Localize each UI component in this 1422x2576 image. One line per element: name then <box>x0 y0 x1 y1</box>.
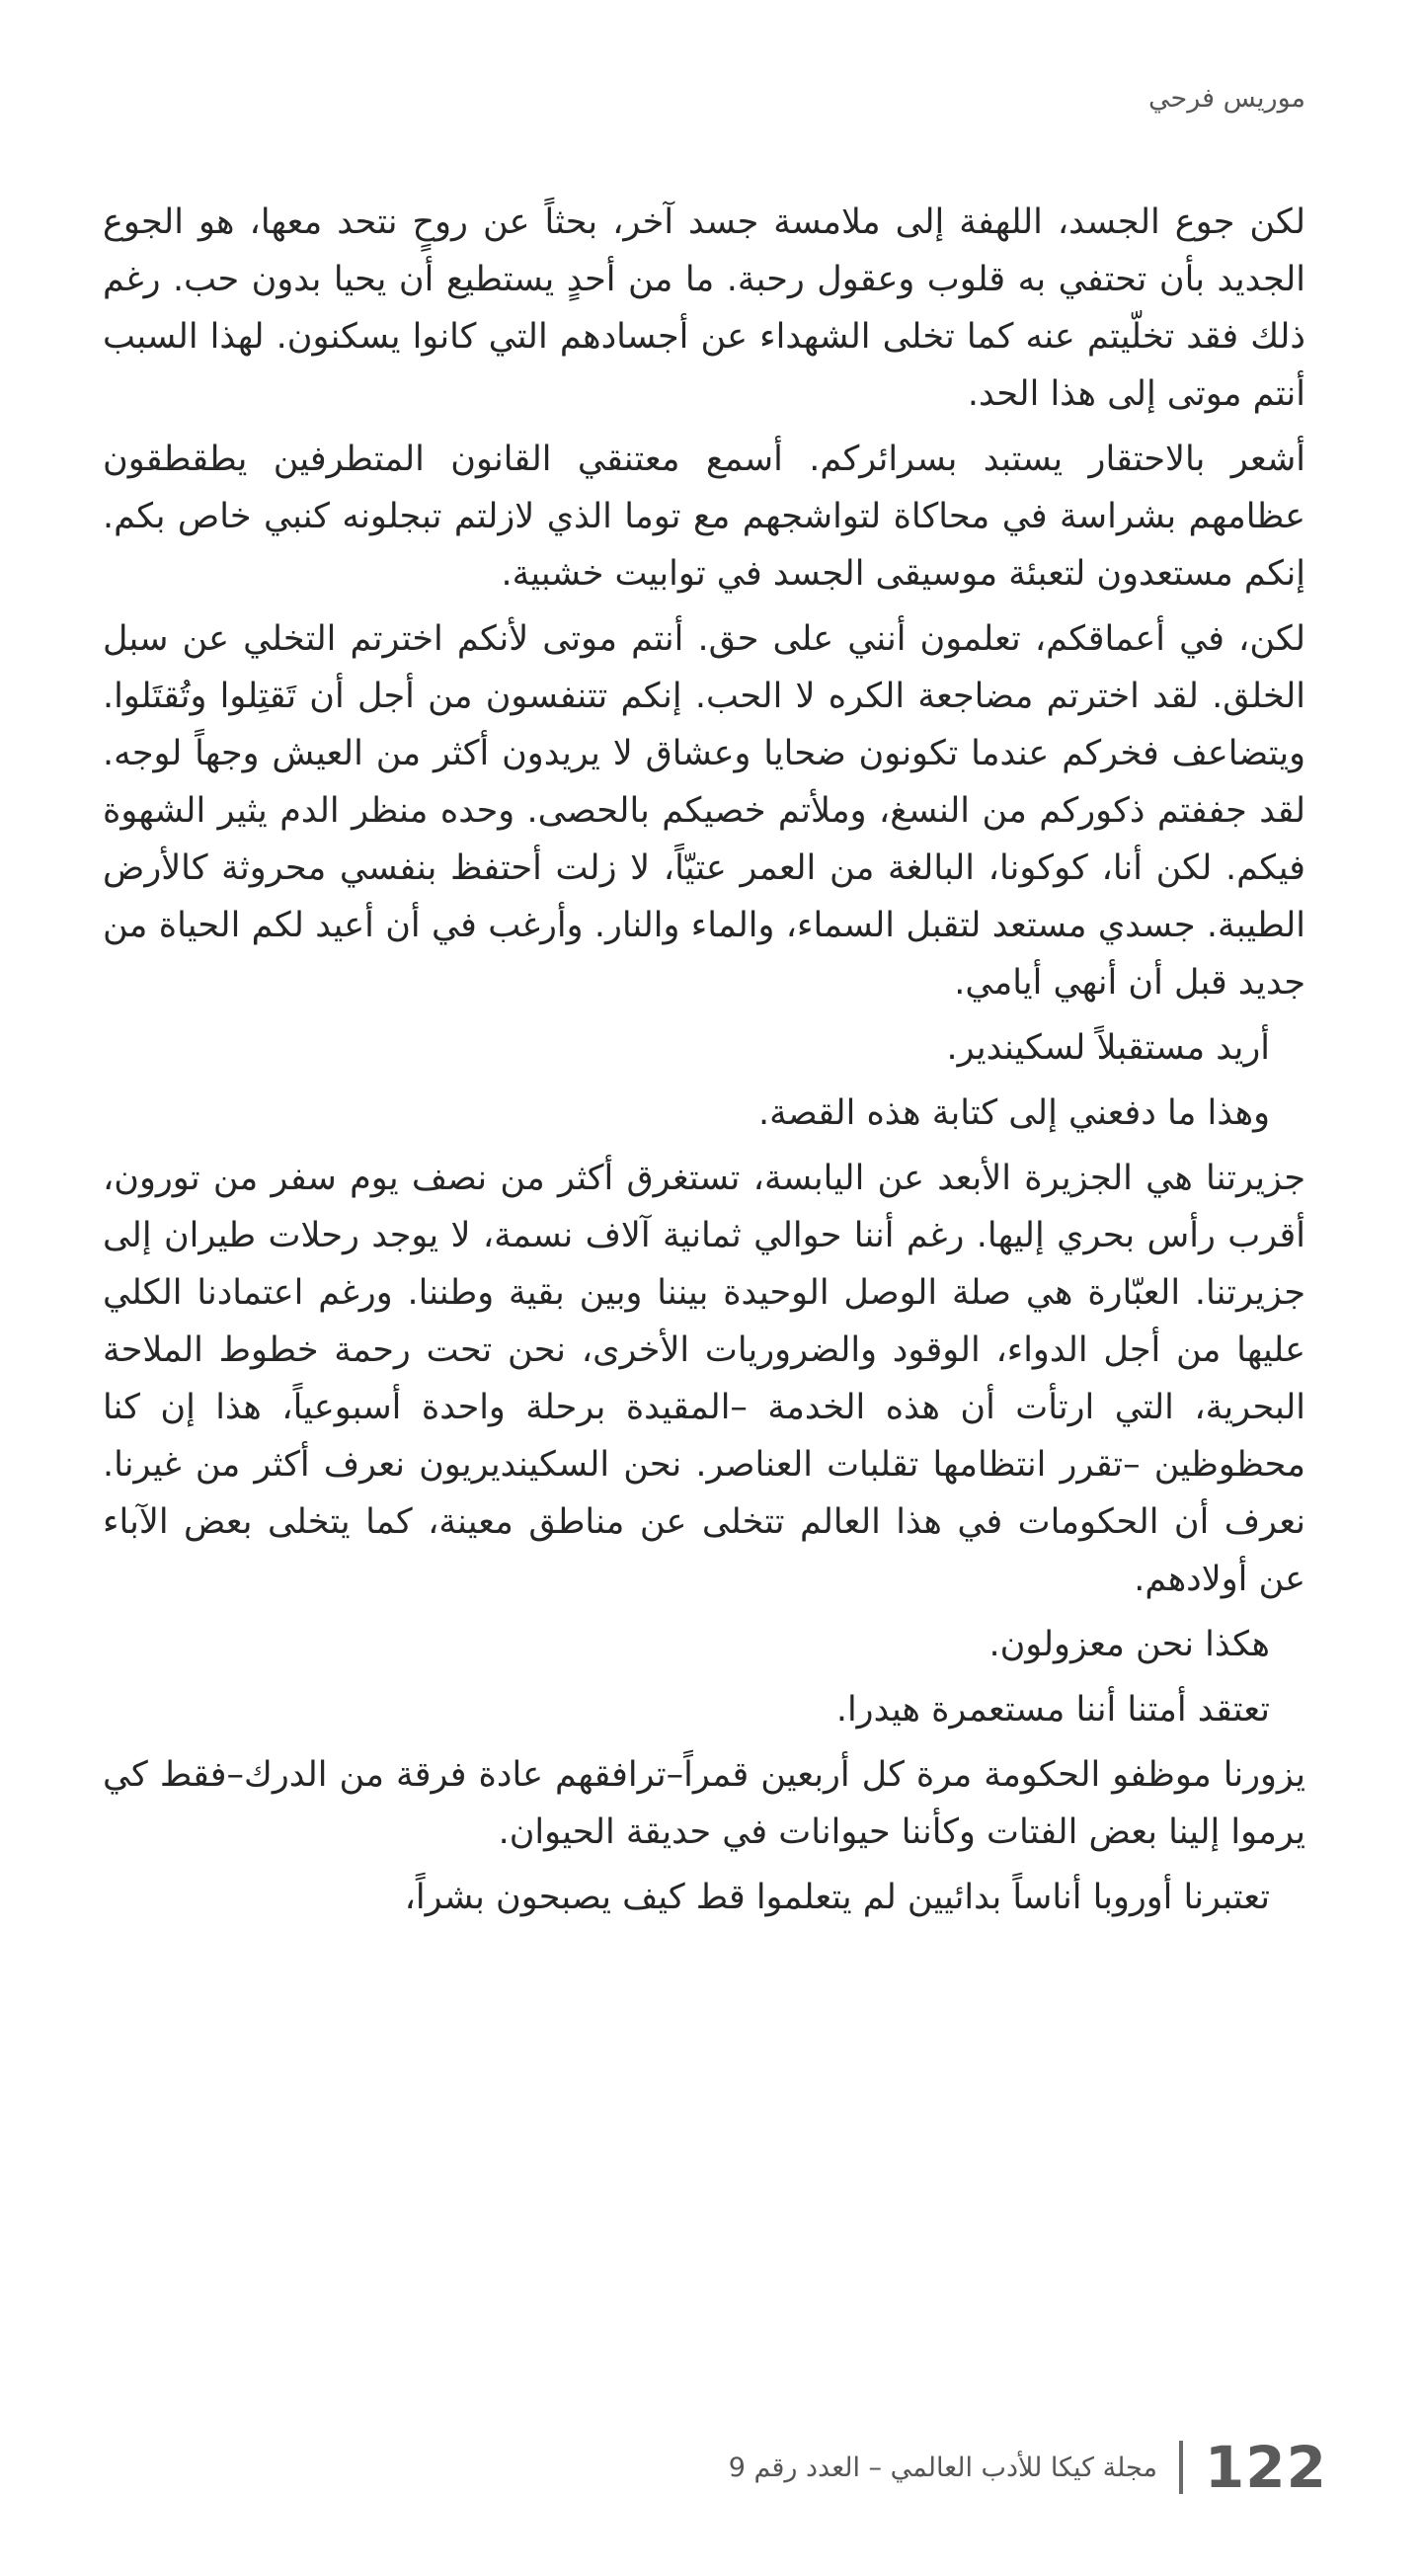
footer-divider <box>1179 2441 1183 2494</box>
paragraph: أريد مستقبلاً لسكيندير. <box>946 1028 1270 1068</box>
paragraph: لكن، في أعماقكم، تعلمون أنني على حق. أنتم موتى لأنكم اخترتم التخلي عن سبل الخلق. لقد اخترتم مضاجعة الكره لا الحب. إنكم تتنفسون من أجل أن تَقتِلوا وتُقتَلوا. ويتضاعف فخركم عندما تكونون ضحايا وعشاق لا يريدون أكثر من العيش وجهاً لوجه. لقد جففتم ذكوركم من النسغ، وملأتم خصيكم بالحصى. وحده منظر الدم يثير الشهوة فيكم. لكن أنا، كوكونا، البالغة من العمر عتيّاً، لا زلت أحتفظ بنفسي محروثة كالأرض الطيبة. جسدي مستعد لتقبل السماء، والماء والنار. وأرغب في أن أعيد لكم الحياة من جديد قبل أن أنهي أيامي. <box>103 619 1305 1003</box>
paragraph: تعتقد أمتنا أننا مستعمرة هيدرا. <box>835 1690 1270 1730</box>
paragraph: تعتبرنا أوروبا أناساً بدائيين لم يتعلموا قط كيف يصبحون بشراً، <box>404 1878 1270 1917</box>
page-number: 122 <box>1204 2434 1327 2501</box>
paragraph: هكذا نحن معزولون. <box>988 1625 1270 1664</box>
paragraph: يزورنا موظفو الحكومة مرة كل أربعين قمراً–ترافقهم عادة فرقة من الدرك–فقط كي يرموا إلينا بعض الفتات وكأننا حيوانات في حديقة الحيوان. <box>103 1755 1305 1852</box>
journal-title: مجلة كيكا للأدب العالمي – العدد رقم 9 <box>728 2452 1157 2483</box>
paragraph: وهذا ما دفعني إلى كتابة هذه القصة. <box>757 1093 1270 1133</box>
page-footer <box>729 2434 1327 2501</box>
running-header-author: موريس فرحي <box>1148 83 1305 114</box>
paragraph: أشعر بالاحتقار يستبد بسرائركم. أسمع معتنقي القانون المتطرفين يطقطقون عظامهم بشراسة في محاكاة لتواشجهم مع توما الذي لازلتم تبجلونه كنبي خاص بكم. إنكم مستعدون لتعبئة موسيقى الجسد في توابيت خشبية. <box>103 440 1305 594</box>
article-body <box>103 194 1305 1934</box>
paragraph: لكن جوع الجسد، اللهفة إلى ملامسة جسد آخر، بحثاً عن روحٍ نتحد معها، هو الجوع الجديد بأن تحتفي به قلوب وعقول رحبة. ما من أحدٍ يستطيع أن يحيا بدون حب. رغم ذلك فقد تخلّيتم عنه كما تخلى الشهداء عن أجسادهم التي كانوا يسكنون. لهذا السبب أنتم موتى إلى هذا الحد. <box>103 202 1305 414</box>
paragraph: جزيرتنا هي الجزيرة الأبعد عن اليابسة، تستغرق أكثر من نصف يوم سفر من تورون، أقرب رأس بحري إليها. رغم أننا حوالي ثمانية آلاف نسمة، لا يوجد رحلات طيران إلى جزيرتنا. العبّارة هي صلة الوصل الوحيدة بيننا وبين بقية وطننا. ورغم اعتمادنا الكلي عليها من أجل الدواء، الوقود والضروريات الأخرى، نحن تحت رحمة خطوط الملاحة البحرية، التي ارتأت أن هذه الخدمة –المقيدة برحلة واحدة أسبوعياً، هذا إن كنا محظوظين –تقرر انتظامها تقلبات العناصر. نحن السكينديريون نعرف أكثر من غيرنا. نعرف أن الحكومات في هذا العالم تتخلى عن مناطق معينة، كما يتخلى بعض الآباء عن أولادهم. <box>103 1159 1305 1599</box>
